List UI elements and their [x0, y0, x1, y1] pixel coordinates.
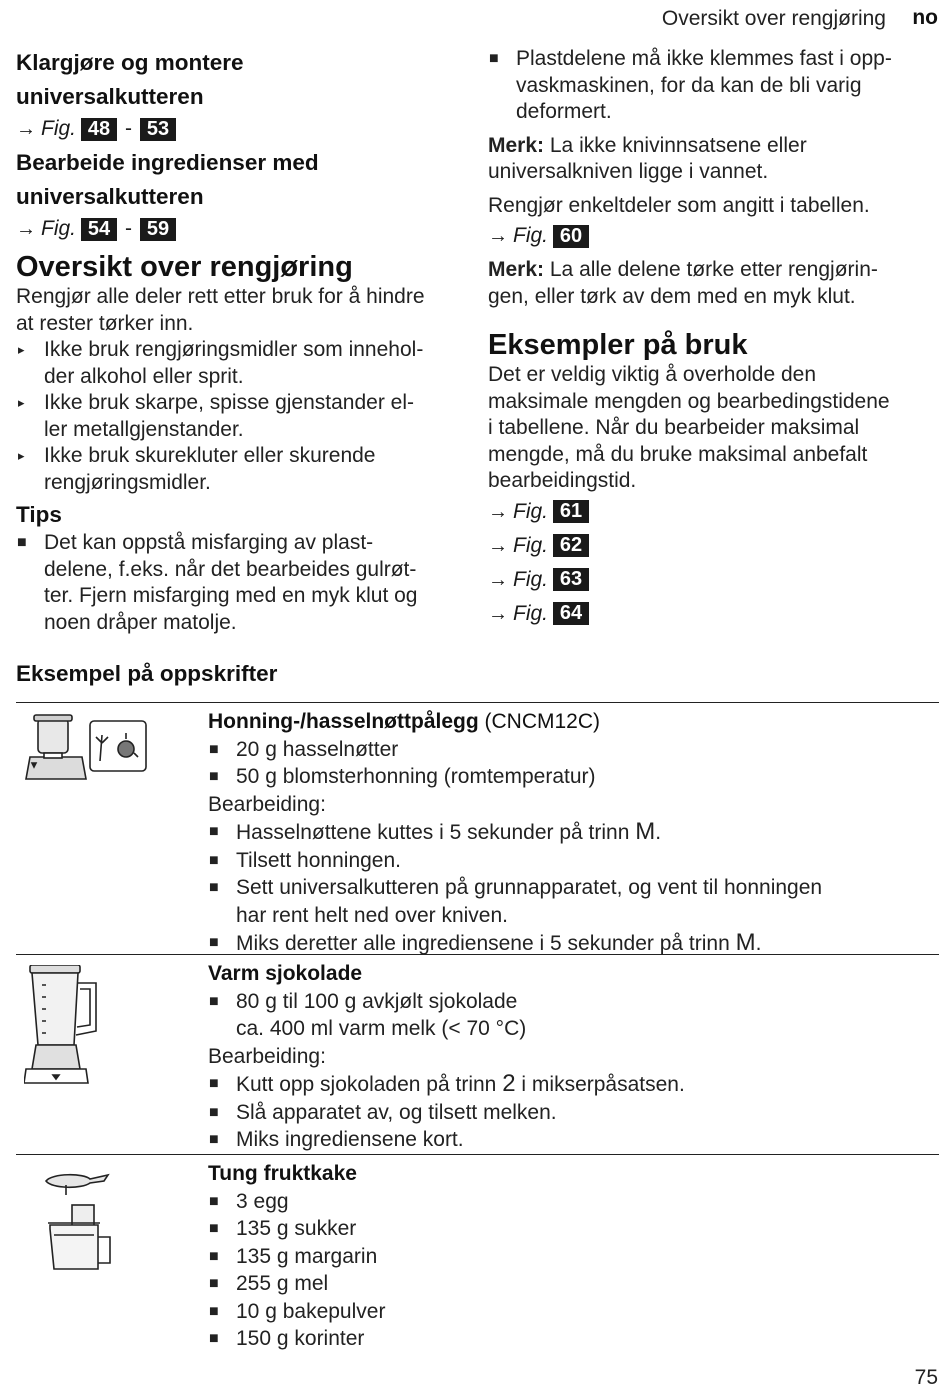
square-bullet-icon: ■ — [209, 1131, 219, 1148]
arrow-icon: → — [488, 500, 508, 523]
square-bullet-icon: ■ — [209, 1220, 219, 1237]
processing-step: ■ Sett universalkutteren på grunnapparatet, og vent til honningen har rent helt ned over kniven. — [209, 876, 823, 927]
square-bullet-icon: ■ — [17, 534, 27, 551]
list-item: ▸ Ikke bruk rengjøringsmidler som innehol- der alkohol eller sprit. — [18, 338, 424, 388]
list-item: ▸ Ikke bruk skarpe, spisse gjenstander el- ler metallgjenstander. — [18, 391, 415, 441]
triangle-bullet-icon: ▸ — [18, 448, 25, 463]
language-code: no — [912, 6, 938, 29]
square-bullet-icon: ■ — [209, 1075, 219, 1092]
processing-step: ■ Tilsett honningen. — [208, 847, 928, 875]
processing-step: ■ Slå apparatet av, og tilsett melken. — [208, 1099, 928, 1127]
square-bullet-icon: ■ — [209, 1192, 219, 1210]
running-header: Oversikt over rengjøring — [661, 7, 886, 30]
right-column — [488, 46, 940, 627]
arrow-icon: → — [488, 602, 508, 625]
square-bullet-icon: ■ — [209, 851, 219, 869]
left-column — [16, 46, 471, 636]
arrow-icon: → — [488, 568, 508, 591]
examples-intro: Det er veldig viktig å overholde den maksimale mengden og bearbedingstidene i tabellene. Når du bearbeider maksimal mengde, må du bruke maksimal anbefalt bearbeidingstid. — [488, 363, 890, 492]
dishwasher-warning — [488, 46, 940, 126]
tips-heading: Tips — [16, 502, 62, 527]
triangle-bullet-icon: ▸ — [18, 342, 25, 357]
ingredient: ■ 10 g bakepulver — [208, 1298, 928, 1326]
cleaning-intro: Rengjør alle deler rett etter bruk for å hindre at rester tørker inn. — [16, 285, 425, 335]
square-bullet-icon: ■ — [209, 823, 219, 840]
section-heading-prepare: Klargjøre og montere universalkutteren — [16, 50, 244, 109]
figure-reference-54-59: → Fig. 54 - 59 — [16, 216, 471, 242]
recipe-honey-hazelnut — [16, 702, 939, 954]
recipe-title: Tung fruktkake — [208, 1162, 357, 1185]
cleaning-warnings — [16, 337, 471, 496]
square-bullet-icon: ■ — [209, 1275, 219, 1292]
herb-garlic-icon — [90, 721, 146, 771]
ingredient: ■ 20 g hasselnøtter — [208, 736, 928, 764]
square-bullet-icon: ■ — [209, 1302, 219, 1320]
processing-label: Bearbeiding: — [208, 1044, 326, 1068]
ingredient: ■ 80 g til 100 g avkjølt sjokolade ca. 400 ml varm melk (< 70 °C) — [209, 989, 527, 1040]
triangle-bullet-icon: ▸ — [18, 395, 25, 410]
list-item: ■ Plastdelene må ikke klemmes fast i opp- vaskmaskinen, for da kan de bli varig deformert. — [489, 47, 892, 123]
processing-step: ■ Kutt opp sjokoladen på trinn 2 i mikserpåsatsen. — [209, 1070, 685, 1097]
figure-reference-63: → Fig. 63 — [488, 567, 940, 593]
clean-parts-text: Rengjør enkeltdeler som angitt i tabellen. — [488, 193, 870, 217]
square-bullet-icon: ■ — [209, 740, 219, 758]
speed-level: M — [735, 929, 756, 956]
recipe-icons — [24, 965, 104, 1095]
ingredient: ■ 255 g mel — [208, 1270, 928, 1298]
recipe-title: Honning-/hasselnøttpålegg — [208, 710, 479, 733]
figure-reference-48-53: → Fig. 48 - 53 — [16, 116, 471, 142]
food-processor-icon — [24, 1165, 124, 1285]
ingredient: ■ 135 g sukker — [208, 1215, 928, 1243]
figure-reference-61: → Fig. 61 — [488, 499, 940, 525]
recipe-content — [208, 708, 928, 958]
recipe-icons — [24, 1165, 124, 1290]
speed-level: M — [635, 818, 656, 845]
processing-step: ■ Hasselnøttene kuttes i 5 sekunder på trinn M. — [209, 818, 662, 845]
model-code: (CNCM12C) — [484, 710, 601, 733]
examples-heading: Eksempler på bruk — [488, 329, 748, 361]
arrow-icon: → — [16, 218, 36, 240]
square-bullet-icon: ■ — [209, 992, 219, 1010]
blender-jug-icon — [24, 965, 104, 1090]
ingredient: ■ 150 g korinter — [208, 1325, 928, 1353]
cleaning-heading: Oversikt over rengjøring — [16, 251, 353, 283]
recipe-content — [208, 1160, 928, 1353]
recipe-hot-chocolate — [16, 954, 939, 1154]
recipe-title: Varm sjokolade — [208, 962, 363, 985]
square-bullet-icon: ■ — [209, 768, 219, 785]
recipes-heading: Eksempel på oppskrifter — [16, 661, 278, 686]
figure-reference-60: → Fig. 60 — [488, 223, 940, 249]
note-drying: Merk: La alle delene tørke etter rengjørin- gen, eller tørk av dem med en myk klut. — [488, 258, 878, 308]
recipe-content — [208, 960, 928, 1154]
square-bullet-icon: ■ — [209, 1103, 219, 1121]
arrow-icon: → — [16, 118, 36, 140]
figure-reference-64: → Fig. 64 — [488, 601, 940, 627]
recipe-fruit-cake — [16, 1154, 939, 1354]
tips-list — [16, 530, 471, 636]
list-item: ▸ Ikke bruk skurekluter eller skurende rengjøringsmidler. — [18, 444, 376, 494]
square-bullet-icon: ■ — [209, 1330, 219, 1347]
note-knives: Merk: La ikke knivinnsatsene eller universalkniven ligge i vannet. — [488, 133, 807, 183]
ingredient: ■ 50 g blomsterhonning (romtemperatur) — [208, 763, 928, 791]
page-number: 75 — [914, 1366, 938, 1389]
ingredient: ■ 135 g margarin — [208, 1243, 928, 1271]
square-bullet-icon: ■ — [209, 1247, 219, 1265]
processing-step: ■ Miks deretter alle ingrediensene i 5 sekunder på trinn M. — [209, 929, 762, 956]
arrow-icon: → — [488, 225, 508, 247]
square-bullet-icon: ■ — [209, 879, 219, 896]
figure-reference-62: → Fig. 62 — [488, 533, 940, 559]
speed-level: 2 — [502, 1070, 516, 1097]
square-bullet-icon: ■ — [489, 50, 499, 67]
list-item: ■ Det kan oppstå misfarging av plast- delene, f.eks. når det bearbeides gulrøt- ter. Fjern misfarging med en myk klut og noen dråper matolje. — [17, 531, 418, 634]
ingredient: ■ 3 egg — [208, 1188, 928, 1216]
square-bullet-icon: ■ — [209, 934, 219, 951]
universal-cutter-icon — [24, 713, 154, 783]
recipe-icons — [24, 713, 154, 788]
processing-label: Bearbeiding: — [208, 792, 326, 816]
processing-step: ■ Miks ingrediensene kort. — [208, 1126, 928, 1154]
arrow-icon: → — [488, 534, 508, 557]
section-heading-process: Bearbeide ingredienser med universalkutteren — [16, 150, 319, 209]
